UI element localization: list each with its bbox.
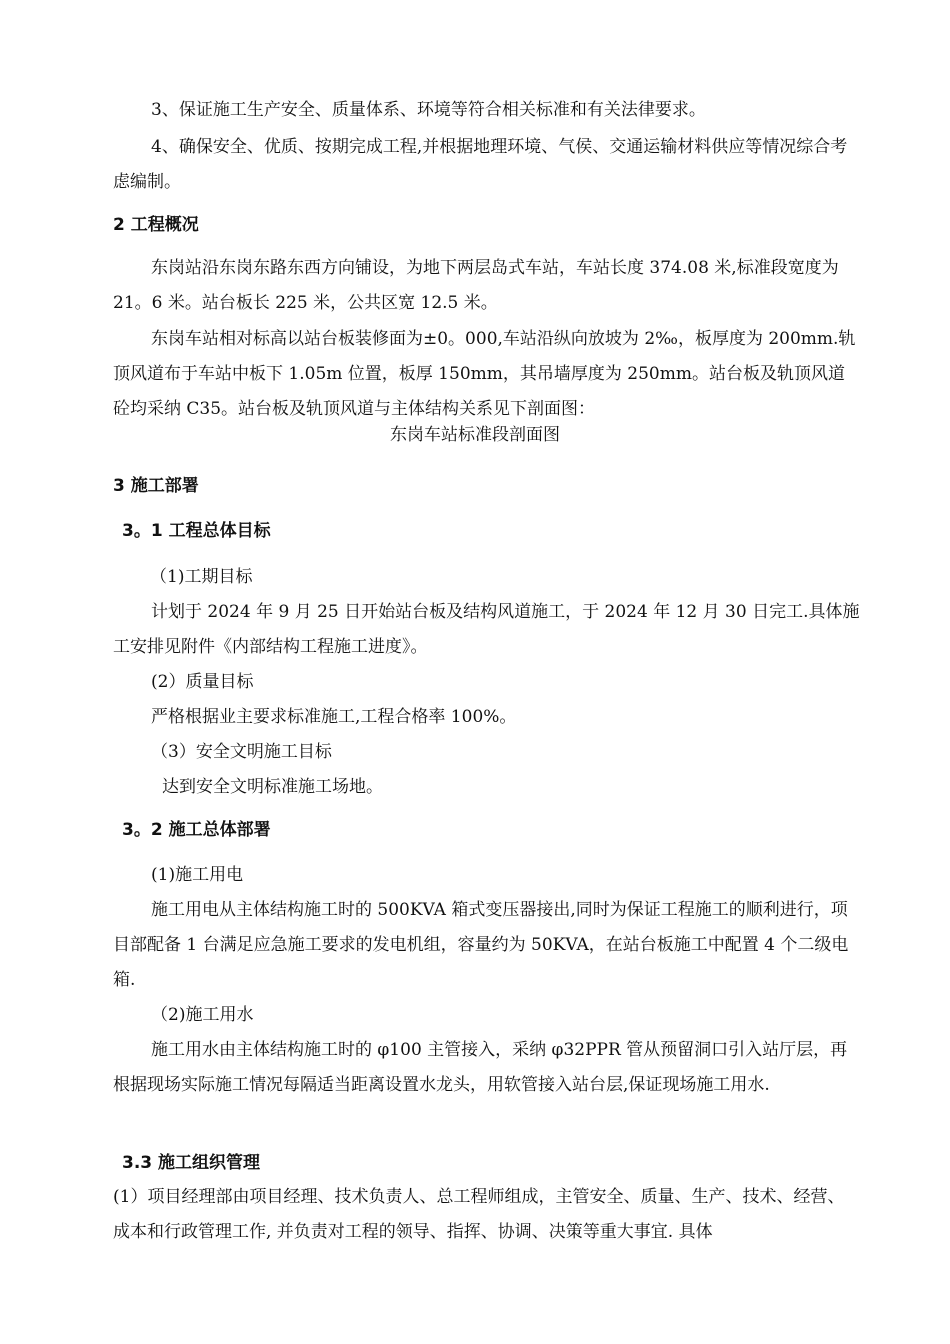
heading-project-overview: 2 工程概况 [113, 215, 199, 235]
paragraph-safety: 达到安全文明标准施工场地。 [162, 777, 383, 797]
subheading-power: (1)施工用电 [151, 865, 244, 885]
paragraph-water: 施工用水由主体结构施工时的 φ100 主管接入，采纳 φ32PPR 管从预留洞口引入站厅层，再根据现场实际施工情况每隔适当距离设置水龙头，用软管接入站台层,保证现场施工用水. [113, 1040, 848, 1095]
heading-overall-deployment: 3。2 施工总体部署 [122, 820, 271, 840]
paragraph-overview-1: 东岗站沿东岗东路东西方向铺设，为地下两层岛式车站，车站长度 374.08 米,标准段宽度为 21。6 米。站台板长 225 米，公共区宽 12.5 米。 [113, 258, 839, 313]
paragraph-intro-3: 3、保证施工生产安全、质量体系、环境等符合相关标准和有关法律要求。 [151, 100, 706, 120]
paragraph-overview-2: 东岗车站相对标高以站台板装修面为±0。000,车站沿纵向放坡为 2‰，板厚度为 200mm.轨顶风道布于车站中板下 1.05m 位置，板厚 150mm，其吊墙厚度为 250mm。站台板及轨顶风道砼均采纳 C35。站台板及轨顶风道与主体结构关系见下剖面图： [113, 329, 856, 419]
figure-caption: 东岗车站标准段剖面图 [390, 425, 560, 445]
paragraph-organization: (1）项目经理部由项目经理、技术负责人、总工程师组成，主管安全、质量、生产、技术、经营、成本和行政管理工作, 并负责对工程的领导、指挥、协调、决策等重大事宜. 具体 [113, 1187, 845, 1242]
subheading-water: （2)施工用水 [151, 1005, 254, 1025]
heading-overall-goals: 3。1 工程总体目标 [122, 521, 271, 541]
heading-construction-deployment: 3 施工部署 [113, 476, 199, 496]
heading-organization-management: 3.3 施工组织管理 [122, 1153, 261, 1173]
paragraph-schedule: 计划于 2024 年 9 月 25 日开始站台板及结构风道施工，于 2024 年 12 月 30 日完工.具体施工安排见附件《内部结构工程施工进度》。 [113, 602, 860, 657]
paragraph-quality: 严格根据业主要求标准施工,工程合格率 100%。 [151, 707, 517, 727]
subheading-schedule-goal: （1)工期目标 [150, 567, 253, 587]
paragraph-intro-4: 4、确保安全、优质、按期完成工程,并根据地理环境、气侯、交通运输材料供应等情况综合考虑编制。 [113, 137, 848, 192]
subheading-safety-goal: （3）安全文明施工目标 [151, 742, 332, 762]
subheading-quality-goal: (2）质量目标 [151, 672, 254, 692]
paragraph-power: 施工用电从主体结构施工时的 500KVA 箱式变压器接出,同时为保证工程施工的顺利进行，项目部配备 1 台满足应急施工要求的发电机组，容量约为 50KVA，在站台板施工中配置 4 个二级电箱. [113, 900, 849, 990]
